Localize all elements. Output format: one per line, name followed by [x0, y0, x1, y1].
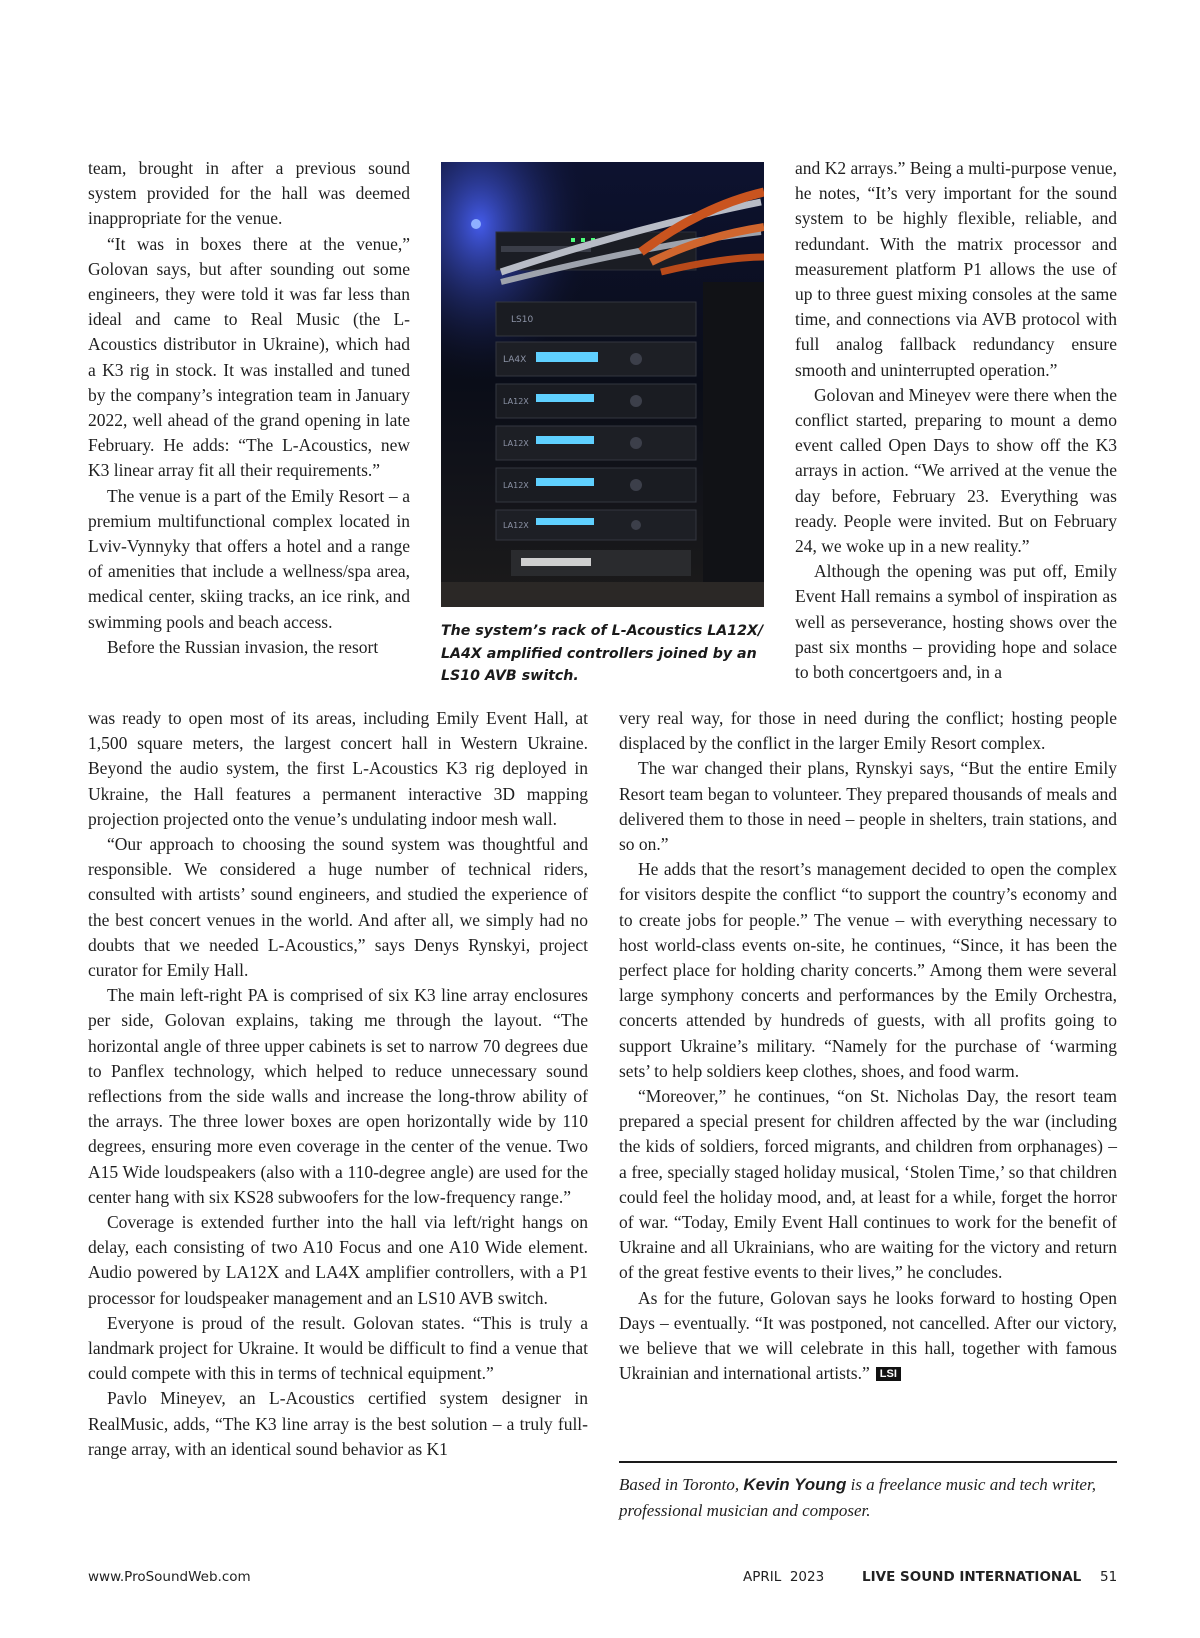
paragraph: Pavlo Mineyev, an L-Acoustics certified system designer in RealMusic, adds, “The K3 line array is the best solution – a truly full-range array, with an identical sound behavior as K1	[88, 1388, 588, 1459]
paragraph: Coverage is extended further into the hall via left/right hangs on delay, each consisting of two A10 Focus and one A10 Wide element. Audio powered by LA12X and LA4X amplifier controllers, with a P1 processor for loudspeaker management and an LS10 AVB switch.	[88, 1212, 588, 1308]
rack-label-la12x: LA12X	[503, 397, 529, 406]
bio-divider	[619, 1461, 1117, 1463]
paragraph: and K2 arrays.” Being a multi-purpose venue, he notes, “It’s very important for the sound system to be highly flexible, reliable, and redundant. With the matrix processor and measurement platform P1 allows the use of up to three guest mixing consoles at the same time, and connections via AVB protocol with full analog fallback redundancy ensure smooth and uninterrupted operation.”	[795, 158, 1117, 380]
paragraph: very real way, for those in need during the conflict; hosting people displaced by the conflict in the larger Emily Resort complex.	[619, 708, 1117, 754]
article-column-1-wide	[88, 706, 588, 1462]
paragraph: team, brought in after a previous sound system provided for the hall was deemed inappropriate for the venue.	[88, 158, 410, 229]
paragraph: The war changed their plans, Rynskyi says, “But the entire Emily Resort team began to volunteer. They prepared thousands of meals and delivered them to those in need – people in shelters, train stations, and so on.”	[619, 758, 1117, 855]
footer-publication: LIVE SOUND INTERNATIONAL	[862, 1569, 1082, 1585]
photo-caption: The system’s rack of L-Acoustics LA12X/ LA4X amplified controllers joined by an LS10 AVB switch.	[441, 623, 764, 684]
paragraph: Although the opening was put off, Emily Event Hall remains a symbol of inspiration as well as perseverance, hosting shows over the past six months – providing hope and solace to both concertgoers and, in a	[795, 561, 1117, 683]
rack-label-la12x: LA12X	[503, 439, 529, 448]
paragraph: “It was in boxes there at the venue,” Golovan says, but after sounding out some engineers, they were told it was far less than ideal and came to Real Music (the L-Acoustics distributor in Ukraine), which had a K3 rig in stock. It was installed and tuned by the company’s integration team in January 2022, well ahead of the grand opening in late February. He adds: “The L-Acoustics, new K3 linear array fit all their requirements.”	[88, 233, 410, 481]
paragraph	[619, 1286, 1117, 1387]
end-mark: LSI	[876, 1367, 901, 1381]
footer-page-number: 51	[1100, 1569, 1118, 1585]
paragraph: was ready to open most of its areas, including Emily Event Hall, at 1,500 square meters, the largest concert hall in Western Ukraine. Beyond the audio system, the first L-Acoustics K3 rig deployed in Ukraine, the Hall features a permanent interactive 3D mapping projection projected onto the venue’s undulating indoor mesh wall.	[88, 708, 588, 829]
paragraph: Before the Russian invasion, the resort	[107, 636, 379, 657]
last-paragraph-text: As for the future, Golovan says he looks forward to hosting Open Days – eventually. “It was postponed, not cancelled. After our victory, we believe that we will celebrate in this hall, together with famous Ukrainian and international artists.”	[619, 1287, 1117, 1384]
paragraph: “Moreover,” he continues, “on St. Nicholas Day, the resort team prepared a special present for children affected by the war (including the kids of soldiers, forced migrants, and children from orphanages) – a free, specially staged holiday musical, ‘Stolen Time,’ so that children could feel the holiday mood, and, at least for a while, forget the horror of war. “Today, Emily Event Hall continues to work for the benefit of Ukraine and all Ukrainians, who are waiting for the victory and return of the great festive events to their lives,” he concludes.	[619, 1086, 1117, 1283]
article-column-2-wide	[619, 706, 1117, 1386]
article-column-1	[88, 156, 410, 660]
equipment-rack-photo	[441, 162, 764, 607]
rack-label-la12x: LA12X	[503, 481, 529, 490]
paragraph: The main left-right PA is comprised of six K3 line array enclosures per side, Golovan explains, taking me through the layout. “The horizontal angle of three upper cabinets is set to narrow 70 degrees due to Panflex technology, which helped to reduce unnecessary sound reflections from the side walls and increase the long-throw ability of the arrays. The three lower boxes are open horizontally wide by 110 degrees, ensuring more even coverage in the center of the venue. Two A15 Wide loudspeakers (also with a 110-degree angle) are used for the center hang with six KS28 subwoofers for the low-frequency range.”	[88, 985, 588, 1207]
rack-label-la12x: LA12X	[503, 521, 529, 530]
footer-date: APRIL 2023	[743, 1569, 825, 1585]
paragraph: “Our approach to choosing the sound system was thoughtful and responsible. We considered a huge number of technical riders, consulted with artists’ sound engineers, and studied the experience of the best concert venues in the world. And after all, we simply had no doubts that we needed L-Acoustics,” says Denys Rynskyi, project curator for Emily Hall.	[88, 834, 588, 981]
bio-suffix: is a freelance music and tech writer, professional musician and composer.	[619, 1475, 1096, 1520]
footer-website: www.ProSoundWeb.com	[88, 1569, 251, 1585]
paragraph: Everyone is proud of the result. Golovan states. “This is truly a landmark project for Ukraine. It would be difficult to find a venue that could compete with this in terms of technical equipment.”	[88, 1312, 588, 1384]
author-bio	[619, 1472, 1119, 1524]
author-name: Kevin Young	[743, 1475, 847, 1494]
rack-label-la4x: LA4X	[503, 355, 527, 365]
paragraph: He adds that the resort’s management decided to open the complex for visitors despite the conflict “to support the country’s economy and to create jobs for people.” The venue – with everything necessary to host world-class events on-site, he continues, “Since, it has been the perfect place for holding charity concerts.” Among them were several large symphony concerts and performances by the Emily Orchestra, concerts attended by hundreds of guests, with all profits going to support Ukraine’s military. “Namely for the purchase of ‘warming sets’ to help soldiers keep clothes, shoes, and food warm.	[619, 859, 1117, 1081]
paragraph: Golovan and Mineyev were there when the conflict started, preparing to mount a demo event called Open Days to show off the K3 arrays in action. “We arrived at the venue the day before, February 23. Everything was ready. People were invited. But on February 24, we woke up in a new reality.”	[795, 384, 1117, 557]
rack-label-ls10: LS10	[511, 315, 534, 325]
paragraph: The venue is a part of the Emily Resort – a premium multifunctional complex located in Lviv-Vynnyky that offers a hotel and a range of amenities that include a wellness/spa area, medical center, skiing tracks, an ice rink, and swimming pools and beach access.	[88, 485, 410, 632]
bio-prefix: Based in Toronto,	[619, 1475, 744, 1494]
article-column-3	[795, 156, 1117, 685]
